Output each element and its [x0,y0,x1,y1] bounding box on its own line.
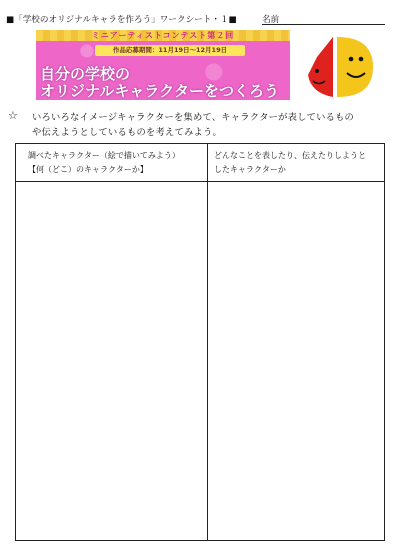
instruction-line-1: いろいろなイメージキャラクターを集めて、キャラクターが表しているもの [32,112,355,123]
left-column-header-line1: 調べたキャラクター（絵で描いてみよう） [28,151,180,160]
banner-title-line1: 自分の学校の [40,65,131,83]
mascot-logo-icon [303,31,376,101]
name-label: 名前 [262,15,280,25]
banner-title-line2: オリジナルキャラクターをつくろう [40,82,279,100]
right-column-header-line2: したキャラクターか [214,165,286,174]
left-column-header-line2: 【何（どこ）のキャラクターか】 [28,165,148,174]
left-answer-area[interactable] [16,182,206,540]
banner-period: 作品応募期間：11月19日〜12月19日 [95,45,245,56]
star-icon: ☆ [8,109,18,122]
right-answer-area[interactable] [208,182,384,540]
name-field-line[interactable] [262,24,385,25]
right-column-header-line1: どんなことを表したり、伝えたりしようと [214,151,366,160]
worksheet-title: ■「学校のオリジナルキャラを作ろう」ワークシート・１■ [6,15,237,25]
banner-contest-name: ミニアーティストコンテスト第２回 [91,31,235,40]
instruction-line-2: や伝えようとしているものを考えてみよう。 [32,127,222,138]
